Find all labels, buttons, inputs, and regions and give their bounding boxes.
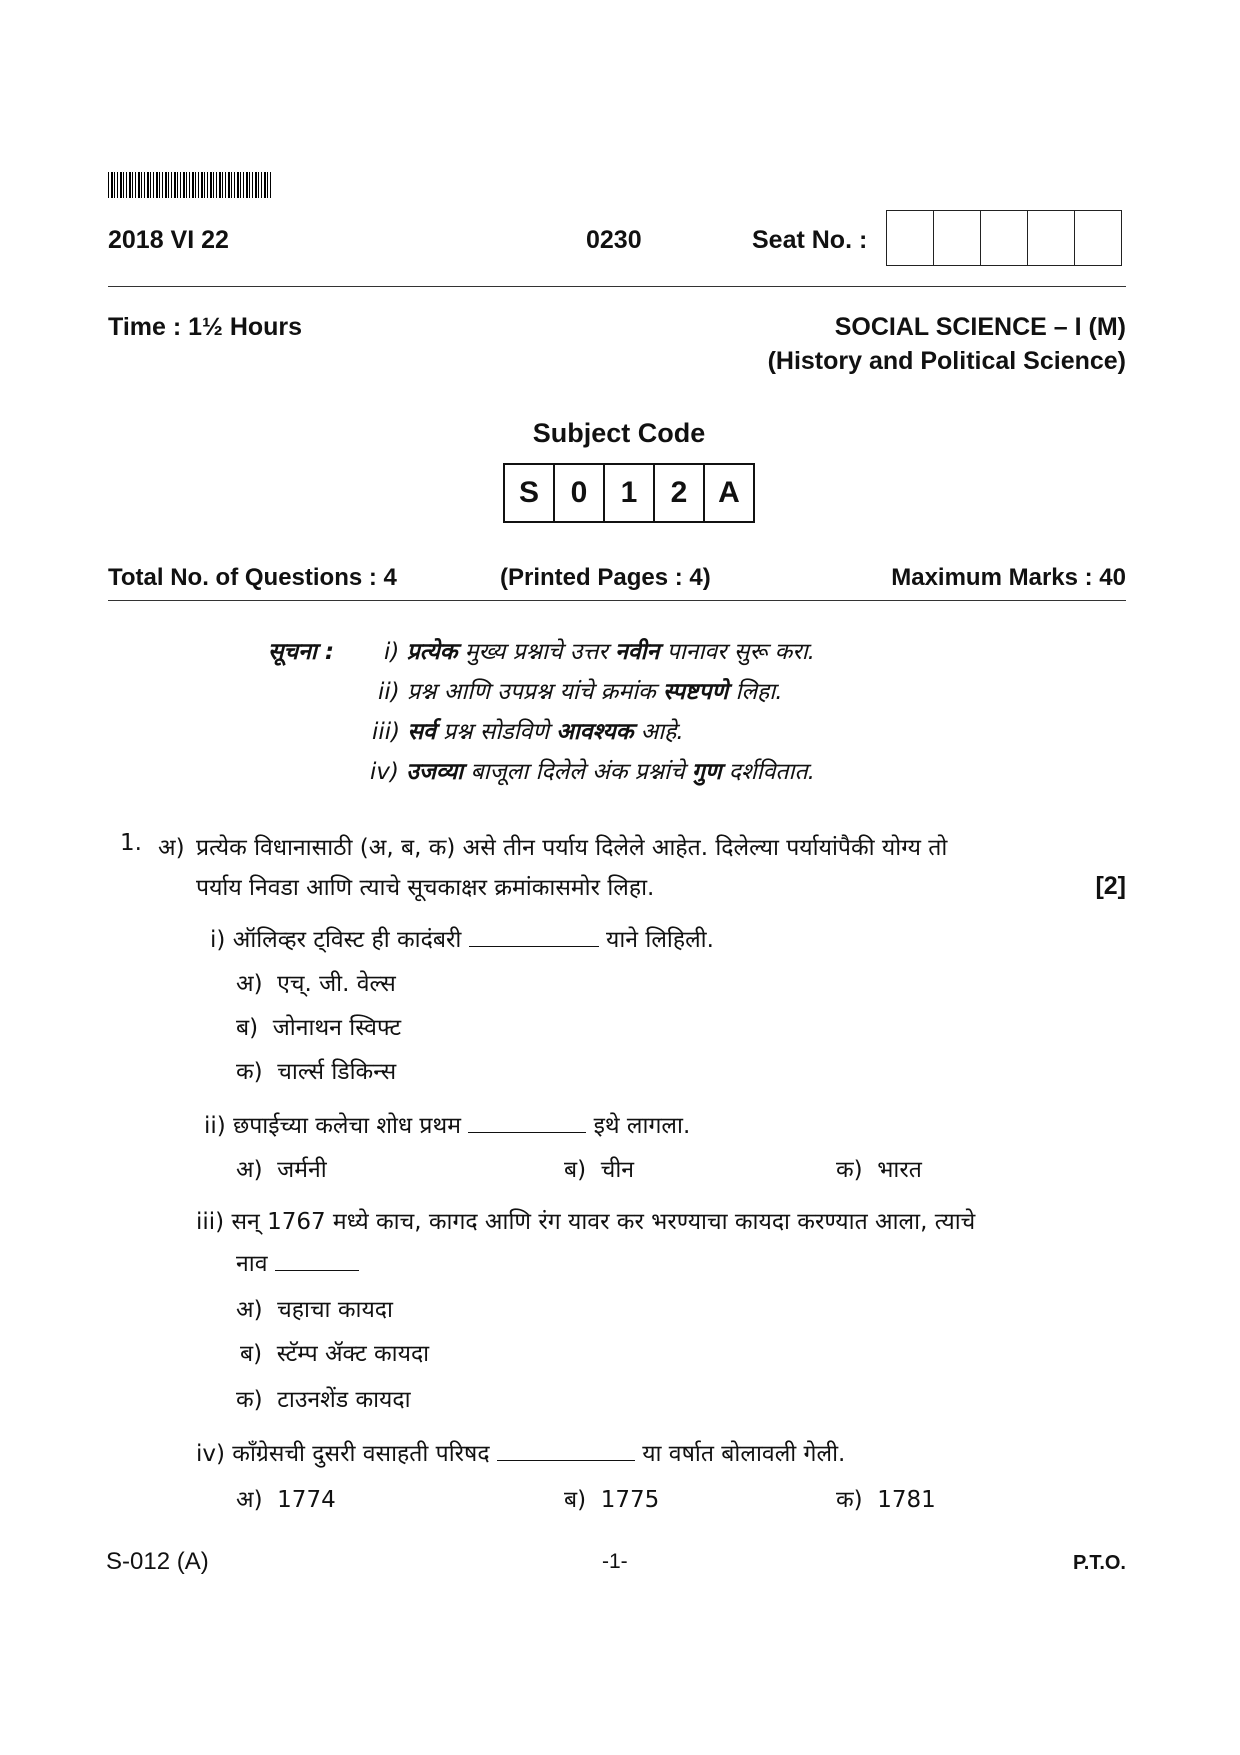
subquestion: ii) छपाईच्या कलेचा शोध प्रथम इथे लागला. xyxy=(204,1113,691,1139)
header-divider xyxy=(108,286,1126,287)
answer-blank xyxy=(469,945,599,947)
answer-blank xyxy=(497,1459,635,1461)
option: क) चार्ल्स डिकिन्स xyxy=(236,1059,397,1085)
pto-label: P.T.O. xyxy=(1073,1552,1126,1574)
subject-subtitle: (History and Political Science) xyxy=(767,347,1126,375)
subquestion: iii) सन् 1767 मध्ये काच, कागद आणि रंग यावर कर भरण्याचा कायदा करण्यात आला, त्याचे xyxy=(196,1209,976,1235)
subject-code-char: 0 xyxy=(555,465,605,521)
answer-blank xyxy=(275,1269,359,1271)
seat-digit-box[interactable] xyxy=(887,211,934,265)
option: ब) जोनाथन स्विफ्ट xyxy=(236,1015,402,1041)
question-marks: [2] xyxy=(1095,872,1126,900)
seat-digit-box[interactable] xyxy=(981,211,1028,265)
question-text-line2: पर्याय निवडा आणि त्याचे सूचकाक्षर क्रमांकासमोर लिहा. xyxy=(196,875,655,901)
option: अ) 1774 xyxy=(236,1487,336,1513)
page-number: -1- xyxy=(602,1550,628,1573)
instruction-item: i) प्रत्येक मुख्य प्रश्नाचे उत्तर नवीन पानावर सुरू करा. xyxy=(384,639,815,665)
option: अ) चहाचा कायदा xyxy=(236,1297,393,1323)
paper-id: S-012 (A) xyxy=(106,1548,209,1575)
exam-code: 2018 VI 22 xyxy=(108,226,229,254)
question-text-line1: प्रत्येक विधानासाठी (अ, ब, क) असे तीन पर्याय दिलेले आहेत. दिलेल्या पर्यायांपैकी योग्य तो xyxy=(196,835,948,861)
barcode xyxy=(108,172,273,198)
option: क) भारत xyxy=(836,1157,922,1183)
subquestion: i) ऑलिव्हर ट्विस्ट ही कादंबरी याने लिहिली. xyxy=(210,927,714,953)
instructions-label: सूचना : xyxy=(268,639,335,665)
seat-number-boxes[interactable] xyxy=(886,210,1122,266)
option: अ) एच्. जी. वेल्स xyxy=(236,971,396,997)
subquestion: iv) काँग्रेसची दुसरी वसाहती परिषद या वर्षात बोलावली गेली. xyxy=(196,1441,846,1467)
totals-divider xyxy=(108,600,1126,601)
subject-code-char: 1 xyxy=(605,465,655,521)
question-part: अ) xyxy=(158,835,185,861)
question-number: 1. xyxy=(120,830,142,856)
option: ब) चीन xyxy=(564,1157,635,1183)
option: क) टाउनशेंड कायदा xyxy=(236,1387,411,1413)
option: ब) स्टॅम्प ॲक्ट कायदा xyxy=(240,1341,430,1367)
option: क) 1781 xyxy=(836,1487,936,1513)
answer-blank xyxy=(468,1131,586,1133)
subject-code-boxes xyxy=(503,463,755,523)
exam-time: Time : 1½ Hours xyxy=(108,313,303,341)
option: अ) जर्मनी xyxy=(236,1157,327,1183)
seat-digit-box[interactable] xyxy=(1075,211,1121,265)
subquestion-continued: नाव xyxy=(236,1246,359,1278)
maximum-marks: Maximum Marks : 40 xyxy=(891,564,1126,591)
total-questions: Total No. of Questions : 4 xyxy=(108,564,397,591)
instruction-item: iv) उजव्या बाजूला दिलेले अंक प्रश्नांचे गुण दर्शवितात. xyxy=(370,759,815,785)
seat-number-label: Seat No. : xyxy=(752,226,868,254)
subject-code-char: S xyxy=(505,465,555,521)
printed-pages: (Printed Pages : 4) xyxy=(500,564,711,591)
instruction-item: iii) सर्व प्रश्न सोडविणे आवश्यक आहे. xyxy=(372,719,684,745)
option: ब) 1775 xyxy=(564,1487,660,1513)
subject-code-label: Subject Code xyxy=(532,418,706,448)
paper-number: 0230 xyxy=(586,226,642,254)
instruction-item: ii) प्रश्न आणि उपप्रश्न यांचे क्रमांक स्पष्टपणे लिहा. xyxy=(378,679,783,705)
seat-digit-box[interactable] xyxy=(934,211,981,265)
seat-digit-box[interactable] xyxy=(1028,211,1075,265)
subject-title: SOCIAL SCIENCE – I (M) xyxy=(834,313,1126,341)
subject-code-char: A xyxy=(718,476,740,509)
subject-code-char: 2 xyxy=(655,465,705,521)
